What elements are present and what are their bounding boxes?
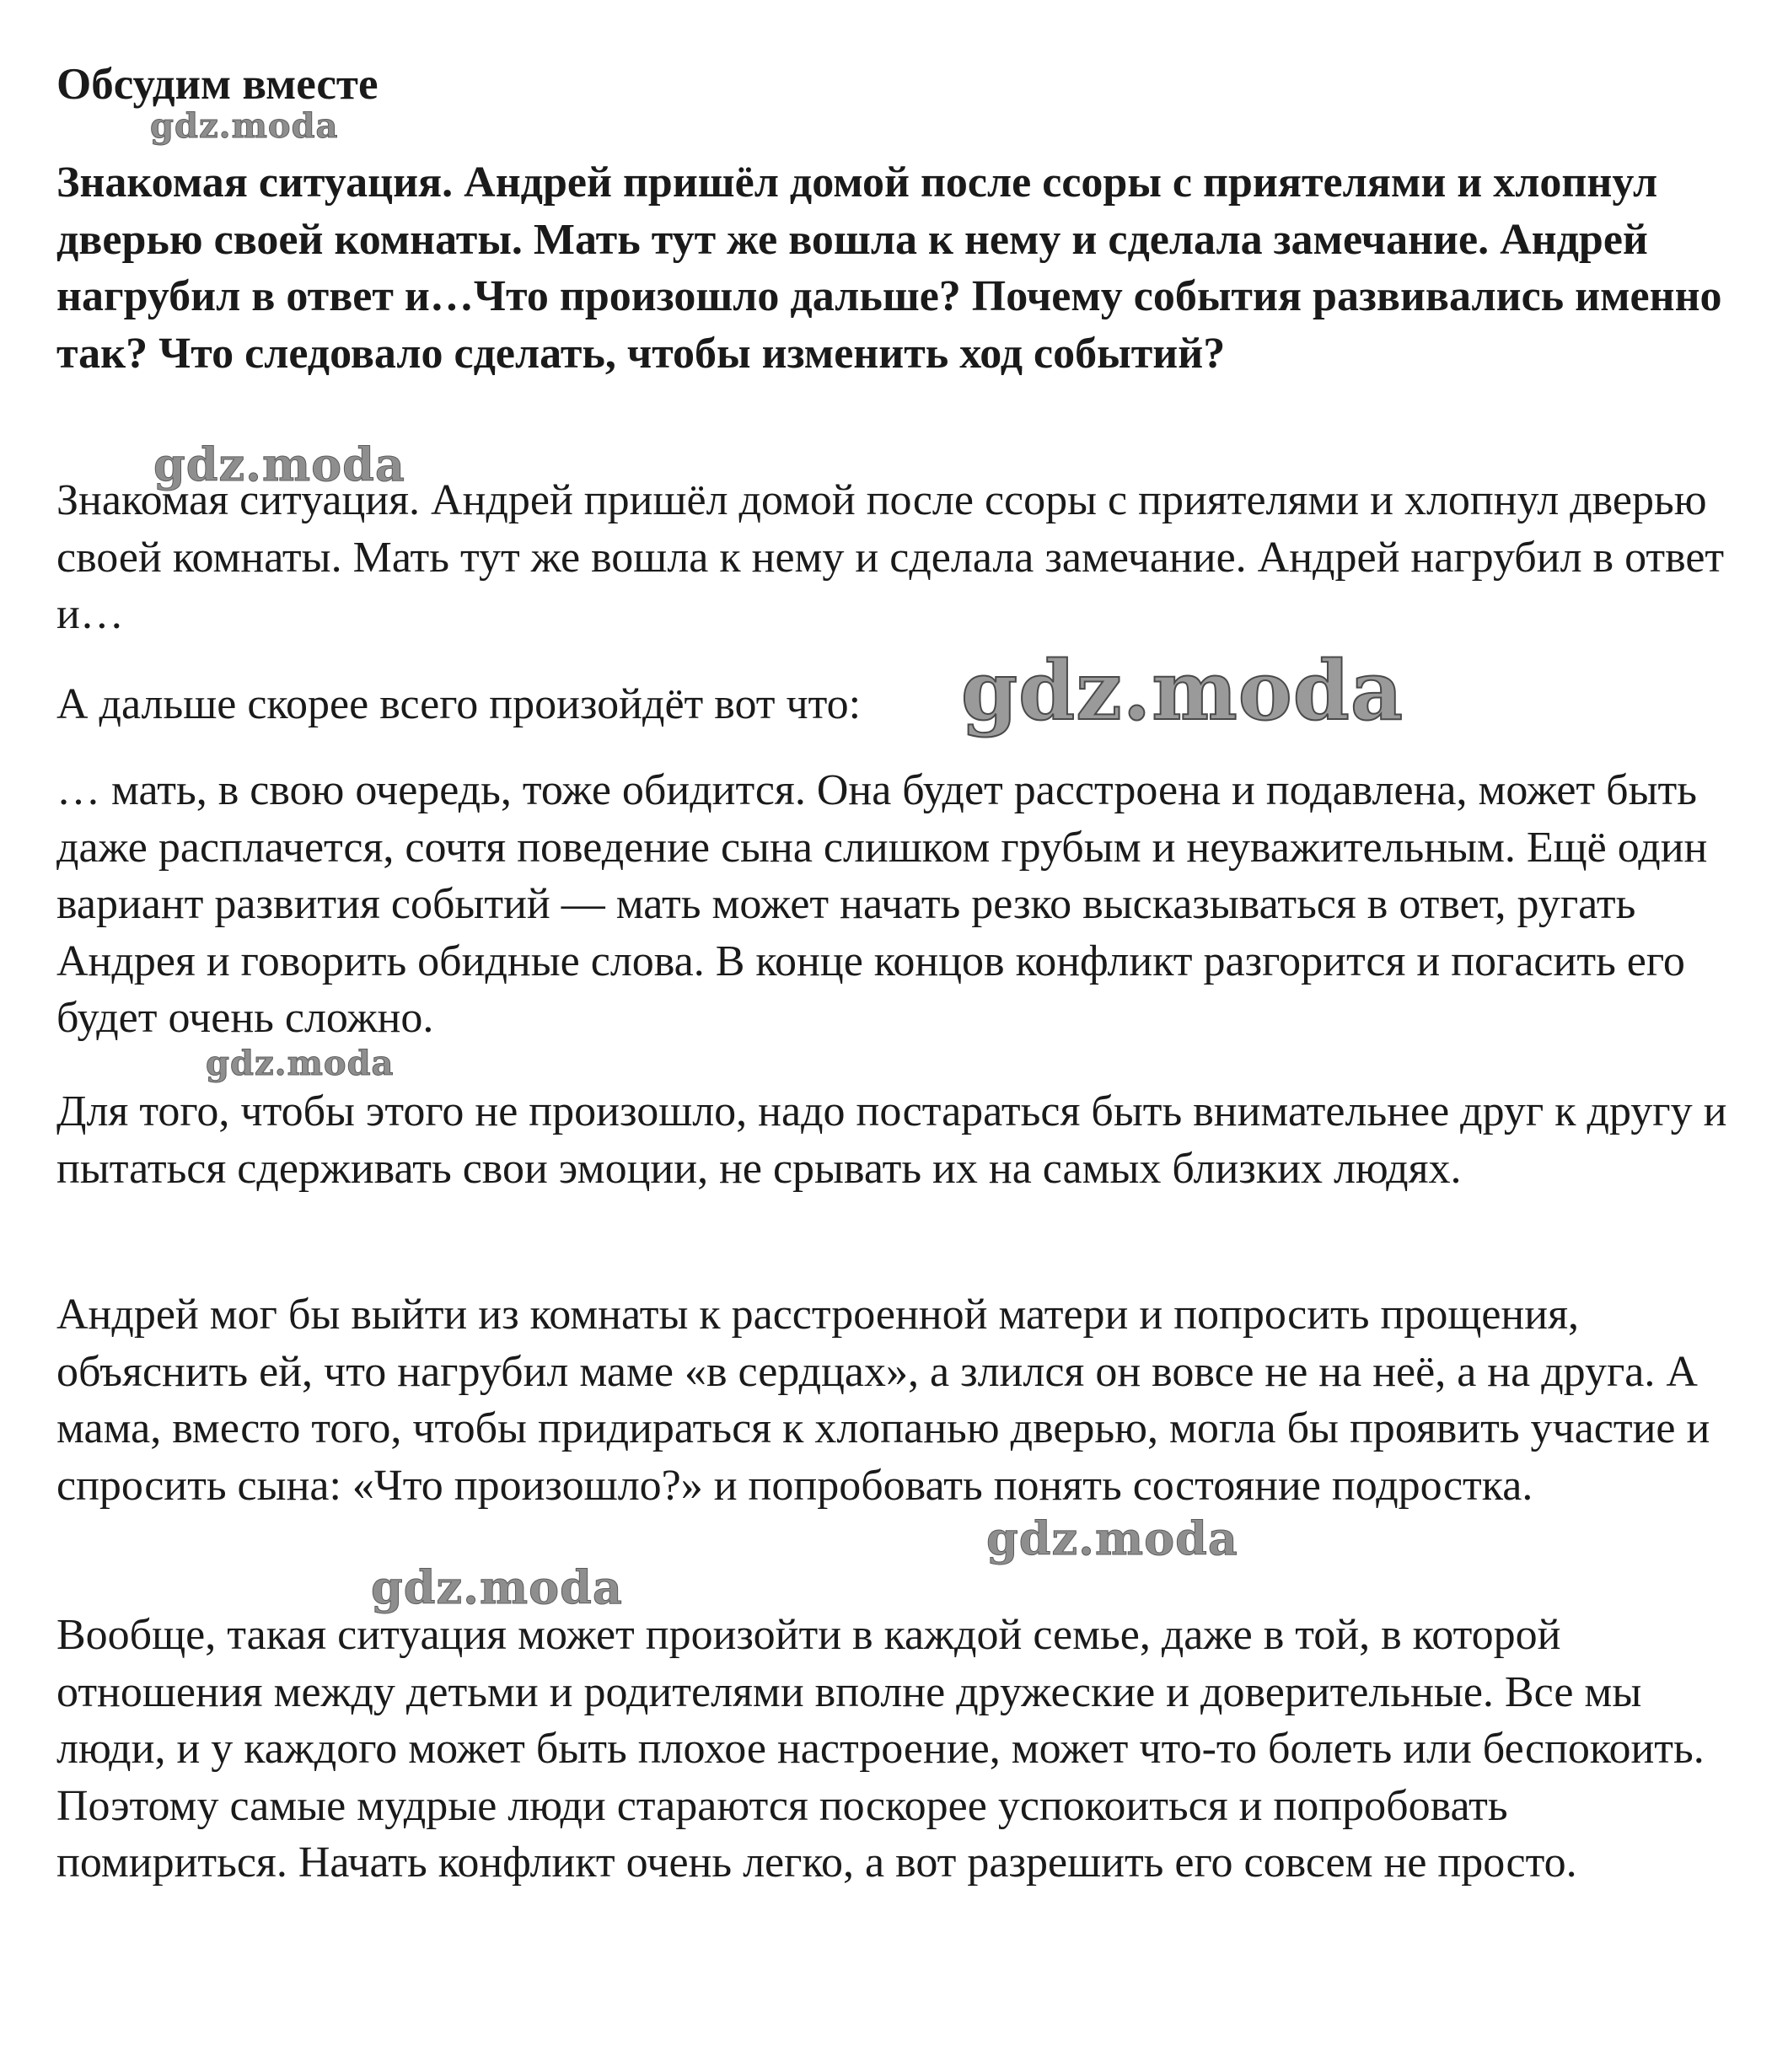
question-text: Знакомая ситуация. Андрей пришёл домой после ссоры с приятелями и хлопнул дверью своей комнаты. Мать тут же вошла к нему и сделала замечание. Андрей нагрубил в ответ и…Что произошло дальше? Почему события развивались именно так? Что следовало сделать, чтобы изменить ход событий? bbox=[56, 158, 1722, 378]
watermark-logo: gdz.moda bbox=[986, 1511, 1238, 1565]
answer-paragraph-1: Знакомая ситуация. Андрей пришёл домой после ссоры с приятелями и хлопнул дверью своей комнаты. Мать тут же вошла к нему и сделала замечание. Андрей нагрубил в ответ и… bbox=[56, 476, 1725, 638]
answer-paragraph-2: А дальше скорее всего произойдёт вот что: bbox=[56, 680, 862, 728]
answer-paragraph-5: Андрей мог бы выйти из комнаты к расстроенной матери и попросить прощения, объяснить ей, что нагрубил маме «в сердцах», а злился он вовсе не на неё, а на друга. А мама, вместо того, чтобы придираться к хлопанью дверью, могла бы проявить участие и спросить сына: «Что произошло?» и попробовать понять состояние подростка. bbox=[56, 1291, 1710, 1510]
watermark-logo: gdz.moda bbox=[206, 1044, 395, 1083]
answer-paragraph-6: Вообще, такая ситуация может произойти в каждой семье, даже в той, в которой отношения между детьми и родителями вполне дружеские и доверительные. Все мы люди, и у каждого может быть плохое настроение, может что-то болеть или беспокоить. Поэтому самые мудрые люди стараются поскорее успокоиться и попробовать помириться. Начать конфликт очень легко, а вот разрешить его совсем не просто. bbox=[56, 1611, 1705, 1887]
section-heading: Обсудим вместе bbox=[56, 60, 379, 109]
answer-paragraph-3: … мать, в свою очередь, тоже обидится. Она будет расстроена и подавлена, может быть даже расплачется, сочтя поведение сына слишком грубым и неуважительным. Ещё один вариант развития событий — мать может начать резко высказываться в ответ, ругать Андрея и говорить обидные слова. В конце концов конфликт разгорится и погасить его будет очень сложно. bbox=[56, 766, 1708, 1042]
watermark-logo: gdz.moda bbox=[153, 437, 405, 491]
watermark-logo: gdz.moda bbox=[150, 106, 339, 146]
watermark-logo: gdz.moda bbox=[371, 1560, 623, 1614]
watermark-logo: gdz.moda bbox=[961, 643, 1404, 738]
answer-paragraph-4: Для того, чтобы этого не произошло, надо постараться быть внимательнее друг к другу и пытаться сдерживать свои эмоции, не срывать их на самых близких людях. bbox=[56, 1087, 1727, 1193]
